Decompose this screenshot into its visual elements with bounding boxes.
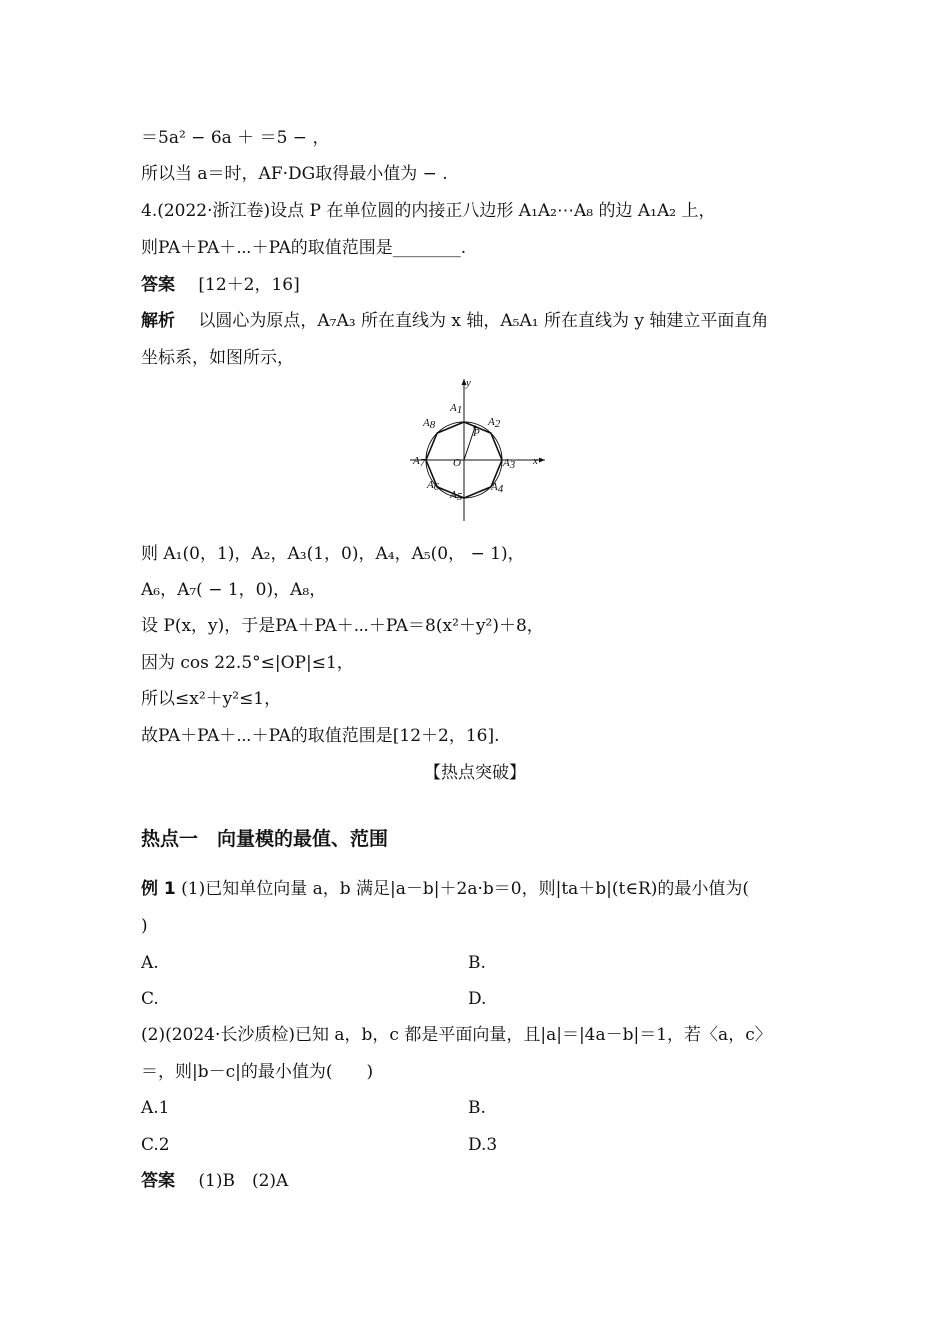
example-1-paren: ) [141, 916, 148, 936]
ex1-option-d: D. [468, 989, 487, 1009]
analysis-line-1 [141, 310, 768, 332]
example-1-line-1 [141, 878, 749, 900]
vertex-a4-label: A4 [491, 481, 504, 495]
ex2-option-c: C.2 [141, 1135, 170, 1155]
ex2-option-d: D.3 [468, 1135, 498, 1155]
problem-4-line-2: 则PA＋PA＋⋯＋PA的取值范围是________. [141, 238, 467, 258]
final-answer-label: 答案 [141, 1171, 175, 1191]
x-axis-label: x [533, 455, 538, 467]
coords-line-2: A₆，A₇( − 1，0)，A₈， [141, 580, 327, 600]
example-2-line-1: (2)(2024·长沙质检)已知 a，b，c 都是平面向量，且|a|＝|4a－b|＝1，若〈a，c〉 [141, 1025, 772, 1045]
vertex-a1-label: A1 [450, 402, 463, 416]
y-axis-label: y [466, 377, 471, 389]
vertex-a2-label: A2 [488, 416, 501, 430]
analysis-text: 以圆心为原点，A₇A₃ 所在直线为 x 轴，A₅A₁ 所在直线为 y 轴建立平面直角 [198, 311, 769, 331]
ex1-option-a: A. [141, 953, 159, 973]
vertex-a5-label: A5 [450, 489, 463, 503]
conclusion-line: 故PA＋PA＋⋯＋PA的取值范围是[12＋2，16]. [141, 726, 500, 746]
range-line: 所以≤x²＋y²≤1， [141, 689, 282, 709]
example-1-text: (1)已知单位向量 a，b 满足|a－b|＋2a·b＝0，则|ta＋b|(t∈R)的最小值为( [181, 879, 750, 899]
analysis-line-2: 坐标系，如图所示， [141, 348, 294, 368]
vertex-a8-label: A8 [423, 417, 436, 431]
vertex-a6-label: A6 [427, 479, 440, 493]
final-answer-text: (1)B (2)A [198, 1171, 289, 1191]
ex1-option-b: B. [468, 953, 486, 973]
analysis-label: 解析 [141, 311, 175, 331]
section-bracket-title: 【热点突破】 [424, 763, 526, 783]
coords-line-1: 则 A₁(0，1)，A₂，A₃(1，0)，A₄，A₅(0， − 1)， [141, 544, 525, 564]
hotspot-heading: 热点一 向量模的最值、范围 [141, 828, 389, 850]
line-1: ＝5a² − 6a ＋ ＝5 − ， [141, 128, 330, 148]
sum-line: 设 P(x，y)，于是PA＋PA＋⋯＋PA＝8(x²＋y²)＋8， [141, 616, 544, 636]
vertex-a3-label: A3 [503, 457, 516, 471]
ex2-option-a: A.1 [141, 1098, 170, 1118]
x-axis-arrow-icon [539, 458, 545, 463]
example-1-label: 例 1 [141, 879, 176, 899]
vertex-a7-label: A7 [413, 455, 426, 469]
final-answer-line [141, 1170, 288, 1192]
ex1-option-c: C. [141, 989, 159, 1009]
answer-line [141, 274, 300, 296]
origin-label: O [453, 457, 461, 469]
answer-text: [12＋2，16] [198, 275, 300, 295]
cos-line: 因为 cos 22.5°≤|OP|≤1， [141, 653, 354, 673]
answer-label: 答案 [141, 275, 175, 295]
octagon-figure [405, 374, 551, 522]
problem-4-line-1: 4.(2022·浙江卷)设点 P 在单位圆的内接正八边形 A₁A₂⋯A₈ 的边 A₁A₂ 上， [141, 201, 716, 221]
ex2-option-b: B. [468, 1098, 486, 1118]
example-2-line-2: ＝，则|b－c|的最小值为( ) [141, 1062, 374, 1082]
line-2: 所以当 a＝时，AF·DG取得最小值为 − . [141, 164, 448, 184]
point-p-label: P [473, 427, 480, 439]
